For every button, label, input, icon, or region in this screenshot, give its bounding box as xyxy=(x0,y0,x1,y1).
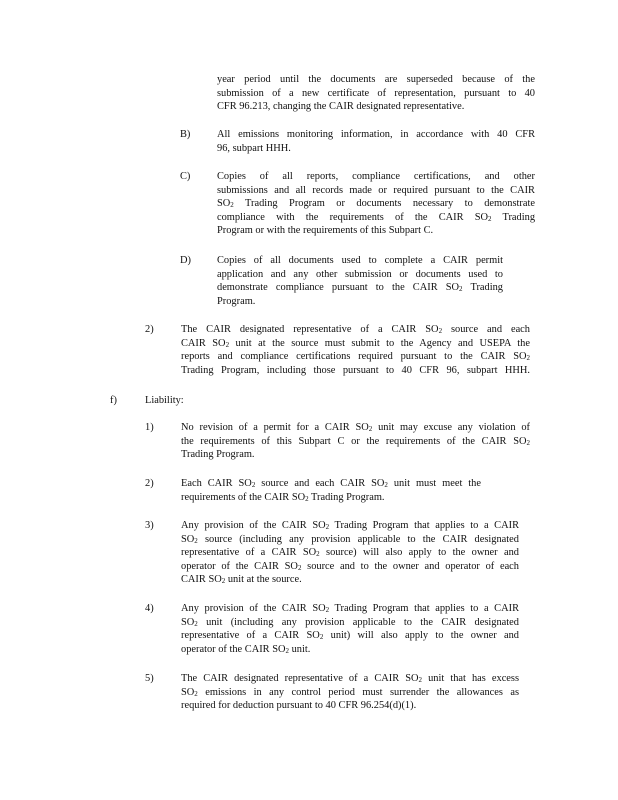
item-c-text xyxy=(217,170,535,238)
section-f-heading: Liability: xyxy=(145,395,184,406)
subscript: 2 xyxy=(194,689,198,698)
subscript: 2 xyxy=(221,577,226,586)
subscript: 2 xyxy=(285,646,289,655)
text-line: Any provision of the CAIR $SO_2$ Trading Program that applies to a CAIR xyxy=(181,603,520,614)
liability-1-text xyxy=(181,421,530,462)
subscript: 2 xyxy=(384,481,388,489)
subscript: 2 xyxy=(251,481,256,489)
text-line: Program or with the requirements of this Subpart C. xyxy=(217,225,434,237)
item-d-label: D) xyxy=(180,255,191,266)
subscript: 2 xyxy=(316,550,320,559)
text-line: The CAIR designated representative of a CAIR $SO_2$ unit that has excess xyxy=(181,673,519,684)
item-2-text xyxy=(181,323,530,377)
text-line: Any provision of the CAIR $SO_2$ Trading Program that applies to a CAIR xyxy=(181,520,520,531)
text-line: 96, subpart HHH. xyxy=(217,142,291,154)
text-line: operator of the CAIR $SO_2$ unit. xyxy=(181,643,311,655)
text-line: $SO_2$ source (including any provision applicable to the CAIR designated xyxy=(181,533,519,545)
text-line: the requirements of this Subpart C or the requirements of the CAIR $SO_2$ xyxy=(181,435,530,447)
so-text: SO xyxy=(217,198,231,210)
text-line: Trading Program. xyxy=(181,449,255,461)
text-line: operator of the CAIR $SO_2$ source and to the owner and operator of each xyxy=(181,560,519,572)
item-b-text xyxy=(217,128,535,155)
text-line: The CAIR designated representative of a CAIR $SO_2$ source and each xyxy=(181,324,530,335)
item-b-label: B) xyxy=(180,129,191,140)
item-d-text xyxy=(217,254,503,308)
subscript: 2 xyxy=(488,214,492,223)
subscript: 2 xyxy=(225,340,230,349)
text-line: All emissions monitoring information, in accordance with 40 CFR xyxy=(217,129,535,140)
text-line: Copies of all reports, compliance certifications, and other xyxy=(217,171,535,182)
liability-3-text xyxy=(181,519,519,587)
subscript: 2 xyxy=(325,606,330,614)
text-line: submissions and all records made or required pursuant to the CAIR xyxy=(217,184,535,196)
subscript: 2 xyxy=(526,354,530,363)
subscript: 2 xyxy=(194,536,198,545)
subscript: 2 xyxy=(526,438,530,447)
liability-3-label: 3) xyxy=(145,520,154,531)
text-line: submission of a new certificate of representation, pursuant to 40 xyxy=(217,87,535,99)
liability-4-text xyxy=(181,602,519,656)
line-rest: Trading Program or documents necessary to demonstrate xyxy=(233,198,535,210)
text-line: Copies of all documents used to complete a CAIR permit xyxy=(217,255,503,266)
text-line: $SO_2$ emissions in any control period must surrender the allowances as xyxy=(181,686,519,698)
text-line: CAIR $SO_2$ unit at the source must submit to the Agency and USEPA the xyxy=(181,337,530,349)
liability-5-label: 5) xyxy=(145,673,154,684)
liability-2-text xyxy=(181,477,481,504)
liability-4-label: 4) xyxy=(145,603,154,614)
item-2-label: 2) xyxy=(145,324,154,335)
section-f-label: f) xyxy=(110,395,117,406)
text-line: No revision of a permit for a CAIR $SO_2$ unit may excuse any violation of xyxy=(181,422,530,433)
text-line: Each CAIR $SO_2$ source and each CAIR $SO_2$ unit must meet the xyxy=(181,478,481,489)
subscript: 2 xyxy=(230,201,234,210)
subscript: 2 xyxy=(418,676,423,684)
subscript: 2 xyxy=(459,285,463,294)
text-line: year period until the documents are superseded because of the xyxy=(217,74,535,85)
subscript: 2 xyxy=(305,494,309,503)
text-line: compliance with the requirements of the CAIR $SO_2$ Trading xyxy=(217,211,536,223)
text-line: application and any other submission or documents used to xyxy=(217,268,503,280)
item-a-continuation xyxy=(217,73,535,114)
subscript: 2 xyxy=(297,563,302,572)
liability-5-text xyxy=(181,672,519,713)
text-line: demonstrate compliance pursuant to the CAIR $SO_2$ Trading xyxy=(217,282,503,294)
subscript: 2 xyxy=(194,619,198,628)
text-line: $SO_2$ unit (including any provision applicable to the CAIR designated xyxy=(181,616,519,628)
text-line: CFR 96.213, changing the CAIR designated representative. xyxy=(217,101,465,113)
text-line: representative of a CAIR $SO_2$ unit) will also apply to the owner and xyxy=(181,630,519,642)
text-line: representative of a CAIR $SO_2$ source) will also apply to the owner and xyxy=(181,547,519,559)
subscript: 2 xyxy=(368,425,373,433)
text-line: reports and compliance certifications required pursuant to the CAIR $SO_2$ xyxy=(181,351,530,363)
item-c-label: C) xyxy=(180,171,191,182)
text-line: requirements of the CAIR $SO_2$ Trading Program. xyxy=(181,491,385,503)
liability-1-label: 1) xyxy=(145,422,154,433)
liability-2-label: 2) xyxy=(145,478,154,489)
text-line: CAIR $SO_2$ unit at the source. xyxy=(181,574,302,586)
text-line: Program. xyxy=(217,295,256,307)
subscript: 2 xyxy=(319,633,324,642)
text-line: required for deduction pursuant to 40 CFR 96.254(d)(1). xyxy=(181,700,417,712)
text-line xyxy=(217,197,535,211)
subscript: 2 xyxy=(325,523,330,531)
subscript: 2 xyxy=(438,327,443,335)
text-line: Trading Program, including those pursuant to 40 CFR 96, subpart HHH. xyxy=(181,364,530,376)
